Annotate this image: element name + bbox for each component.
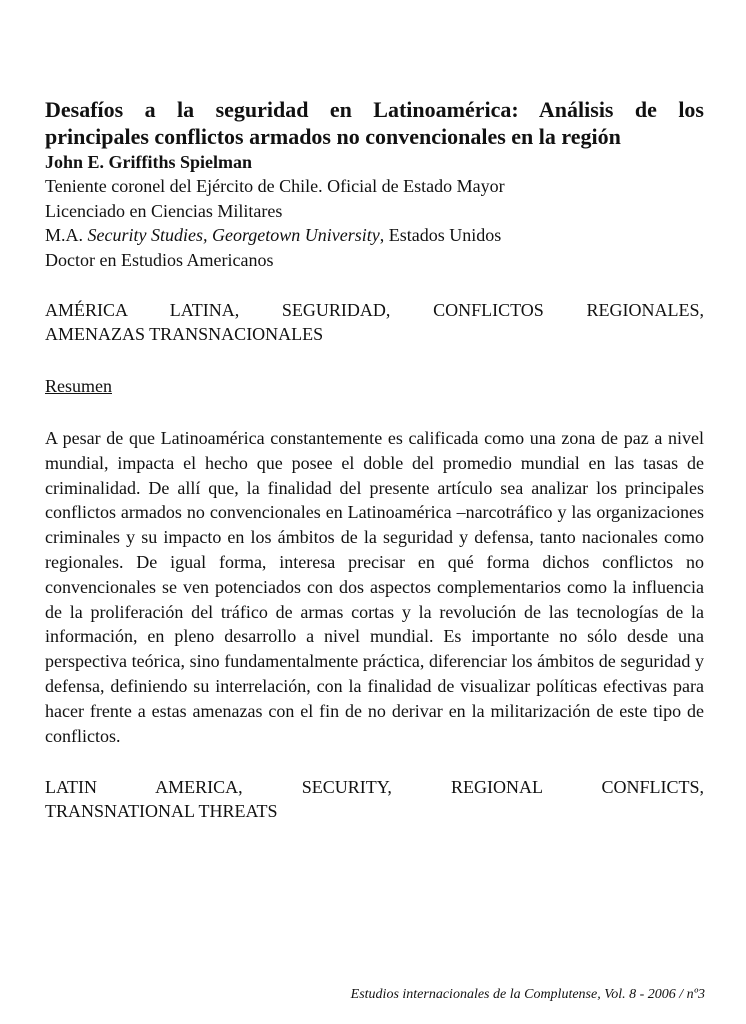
keywords-spanish-line-1: AMÉRICA LATINA, SEGURIDAD, CONFLICTOS REGIONALES, [45,300,704,320]
keywords-english-line-2: TRANSNATIONAL THREATS [45,801,278,822]
keywords-english [45,775,704,823]
journal-footer: Estudios internacionales de la Complutense, Vol. 8 - 2006 / nº3 [350,987,705,1002]
abstract-heading: Resumen [45,376,112,396]
keywords-spanish [45,298,704,346]
article-title [45,96,704,150]
affiliation-line-4: Doctor en Estudios Americanos [45,249,274,270]
affiliation-line-3-suffix: , Estados Unidos [379,225,502,245]
affiliation-line-3-italic: Security Studies, Georgetown University [87,225,380,245]
author-name: John E. Griffiths Spielman [45,152,253,172]
article-page [45,96,704,823]
affiliation-line-3-prefix: M.A. [45,225,88,245]
affiliation-line-2: Licenciado en Ciencias Militares [45,200,283,221]
affiliation-line-3 [45,223,704,248]
article-title-line-2: principales conflictos armados no convencionales en la región [45,124,621,149]
affiliation-line-1: Teniente coronel del Ejército de Chile. Oficial de Estado Mayor [45,176,505,196]
article-title-line-1: Desafíos a la seguridad en Latinoamérica: Análisis de los [45,97,704,122]
author-affiliation [45,174,704,272]
abstract-text: A pesar de que Latinoamérica constantemente es calificada como una zona de paz a nivel mundial, impacta el hecho que posee el doble del promedio mundial en las tasas de criminalidad. De allí que, la finalidad del presente artículo sea analizar los principales conflictos armados no convencionales en Latinoamérica –narcotráfico y las organizaciones criminales y su impacto en los ámbitos de la seguridad y defensa, tanto nacionales como regionales. De igual forma, interesa precisar en qué forma dichos conflictos no convencionales se ven potenciados con dos aspectos complementarios como la influencia de la proliferación del tráfico de armas cortas y la revolución de las tecnologías de la información, en pleno desarrollo a nivel mundial. Es importante no sólo desde una perspectiva teórica, sino fundamentalmente práctica, diferenciar los ámbitos de seguridad y defensa, definiendo su interrelación, con la finalidad de visualizar políticas efectivas para hacer frente a estas amenazas con el fin de no derivar en la militarización de este tipo de conflictos. [45,428,704,746]
keywords-english-line-1: LATIN AMERICA, SECURITY, REGIONAL CONFLICTS, [45,777,704,798]
keywords-spanish-line-2: AMENAZAS TRANSNACIONALES [45,324,324,344]
